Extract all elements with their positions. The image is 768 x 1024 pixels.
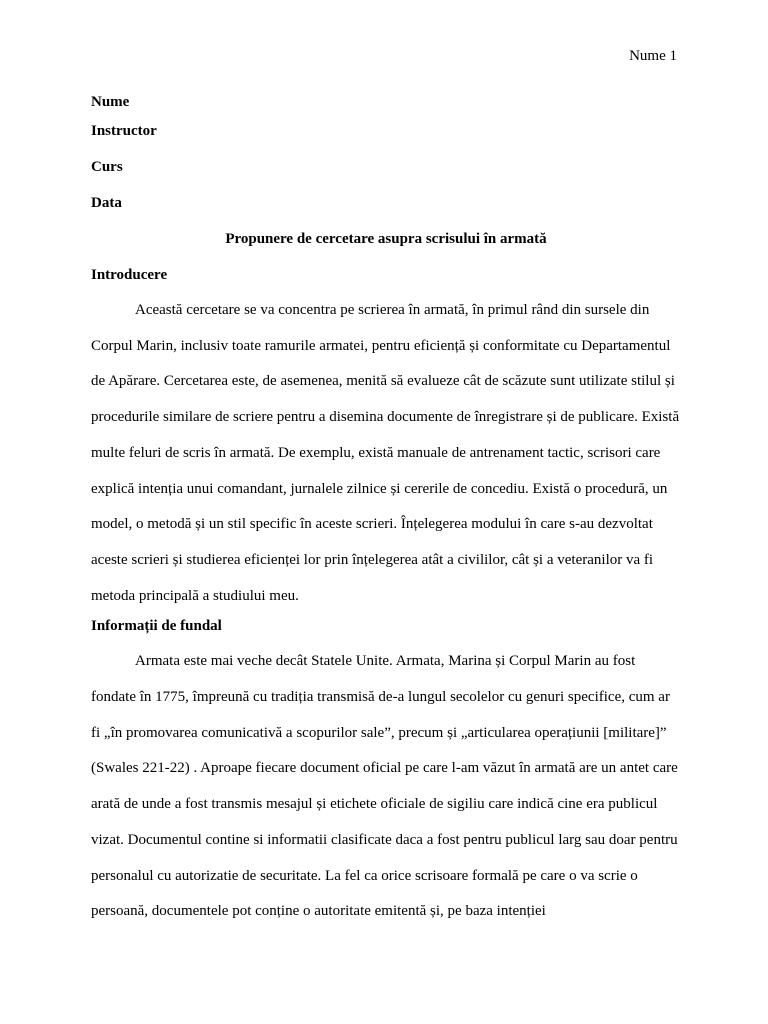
document-body xyxy=(91,92,681,938)
running-head: Nume 1 xyxy=(629,48,677,64)
section-heading-introduction: Introducere xyxy=(91,267,168,283)
date-line: Data xyxy=(91,195,122,211)
introduction-paragraph: Această cercetare se va concentra pe scrierea în armată, în primul rând din sursele din Corpul Marin, inclusiv toate ramurile armatei, pentru eficiență și conformitate cu Departamentul de Apărare. Cercetarea este, de asemenea, menită să evalueze cât de scăzute sunt utilizate stilul și procedurile similare de scriere pentru a disemina documente de înregistrare și de publicare. Există multe feluri de scris în armată. De exemplu, există manuale de antrenament tactic, scrisori care explică intenția unui comandant, jurnalele zilnice și cererile de concediu. Există o procedură, un model, o metodă și un stil specific în aceste scrieri. Înțelegerea modului în care s-au dezvoltat aceste scrieri și studierea eficienței lor prin înțelegerea atât a civililor, cât și a veteranilor va fi metoda principală a studiului meu. xyxy=(91,302,680,604)
section-heading-background: Informații de fundal xyxy=(91,618,222,635)
author-name: Nume xyxy=(91,94,130,110)
background-paragraph: Armata este mai veche decât Statele Unite. Armata, Marina și Corpul Marin au fost fondate în 1775, împreună cu tradiția transmisă de-a lungul secolelor cu genuri specifice, cum ar fi „în promovarea comunicativă a scopurilor sale”, precum și „articularea operațiunii [militare]” (Swales 221-22) . Aproape fiecare document oficial pe care l-am văzut în armată are un antet care arată de unde a fost transmis mesajul și etichete oficiale de sigiliu care indică cine era publicul vizat. Documentul contine si informatii clasificate daca a fost pentru publicul larg sau doar pentru personalul cu autorizatie de securitate. La fel ca orice scrisoare formală pe care o va scrie o persoană, documentele pot conține o autoritate emitentă și, pe baza intenției xyxy=(91,653,678,920)
instructor-name: Instructor xyxy=(91,123,157,139)
course-name: Curs xyxy=(91,159,123,175)
document-title: Propunere de cercetare asupra scrisului în armată xyxy=(225,231,547,247)
